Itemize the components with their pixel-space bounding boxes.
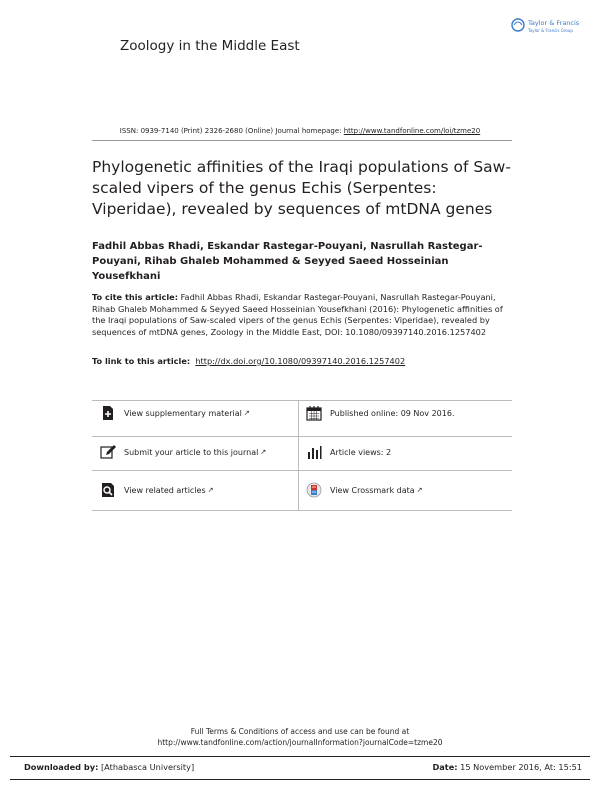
cite-label: To cite this article: (92, 292, 178, 302)
publisher-name: Taylor & Francis (528, 19, 580, 27)
calendar-icon (306, 405, 322, 421)
crossmark-link[interactable] (306, 482, 423, 498)
terms-link[interactable]: http://www.tandfonline.com/action/journalInformation?journalCode=tzme20 (157, 738, 443, 747)
downloaded-by-value: [Athabasca University] (98, 762, 195, 772)
downloaded-by (24, 762, 194, 772)
search-document-icon (100, 482, 116, 498)
doi-link[interactable]: http://dx.doi.org/10.1080/09397140.2016.1257402 (195, 356, 406, 366)
link-line (92, 356, 512, 366)
cite-text: Fadhil Abbas Rhadi, Eskandar Rastegar-Pouyani, Nasrullah Rastegar-Pouyani, Rihab Ghaleb Mohammed & Seyyed Saeed Hosseinian Yousefkhani (2016): Phylogenetic affinities of the Iraqi populations of Saw-scaled vipers of the genus Echis (Serpentes: Viperidae), revealed by sequences of mtDNA genes, Zoology in the Middle East, DOI: (92, 292, 503, 337)
related-articles-link[interactable] (100, 482, 214, 498)
publisher-tagline: Taylor & Francis Group (528, 28, 573, 33)
published-online (306, 405, 454, 421)
panel-divider-vertical (298, 400, 299, 510)
issn-text: ISSN: 0939-7140 (Print) 2326-2680 (Online) Journal homepage: (119, 127, 344, 135)
submit-article-link[interactable] (100, 444, 266, 460)
download-date-value: 15 November 2016, At: 15:51 (457, 762, 582, 772)
citation-block (92, 292, 512, 338)
panel-divider-bottom (92, 510, 512, 511)
terms-text: Full Terms & Conditions of access and use can be found at (190, 727, 410, 736)
external-link-icon: ↗ (207, 486, 214, 494)
cite-doi: 10.1080/09397140.2016.1257402 (345, 326, 487, 337)
supplementary-label: View supplementary material (124, 408, 242, 418)
download-date (432, 762, 582, 772)
download-date-label: Date: (432, 762, 458, 772)
crossmark-label: View Crossmark data (330, 485, 415, 495)
external-link-icon: ↗ (260, 448, 267, 456)
document-plus-icon (100, 405, 116, 421)
issn-line (0, 127, 600, 135)
tf-logo-icon (510, 16, 526, 36)
supplementary-material-link[interactable] (100, 405, 250, 421)
bar-chart-icon (306, 444, 322, 460)
downloaded-by-label: Downloaded by: (24, 762, 99, 772)
link-label: To link to this article: (92, 356, 191, 366)
external-link-icon: ↗ (243, 409, 250, 417)
download-bar (10, 756, 590, 780)
article-authors: Fadhil Abbas Rhadi, Eskandar Rastegar-Pouyani, Nasrullah Rastegar-Pouyani, Rihab Ghaleb Mohammed & Seyyed Saeed Hosseinian Yousefkhani (92, 241, 483, 282)
article-views (306, 444, 391, 460)
related-label: View related articles (124, 485, 206, 495)
publisher-logo[interactable] (510, 16, 582, 38)
edit-icon (100, 444, 116, 460)
article-title: Phylogenetic affinities of the Iraqi populations of Saw-scaled vipers of the genus Echis (Serpentes: Viperidae), revealed by sequences of mtDNA genes (92, 158, 511, 218)
submit-label: Submit your article to this journal (124, 447, 259, 457)
panel-divider-top (92, 400, 512, 401)
journal-title: Zoology in the Middle East (120, 38, 300, 54)
divider (92, 140, 512, 141)
panel-divider (92, 470, 512, 471)
panel-divider (92, 436, 512, 437)
views-label: Article views: 2 (330, 447, 392, 457)
published-label: Published online: 09 Nov 2016. (330, 408, 455, 418)
crossmark-icon (306, 482, 322, 498)
journal-homepage-link[interactable]: http://www.tandfonline.com/loi/tzme20 (343, 127, 481, 135)
external-link-icon: ↗ (416, 486, 423, 494)
